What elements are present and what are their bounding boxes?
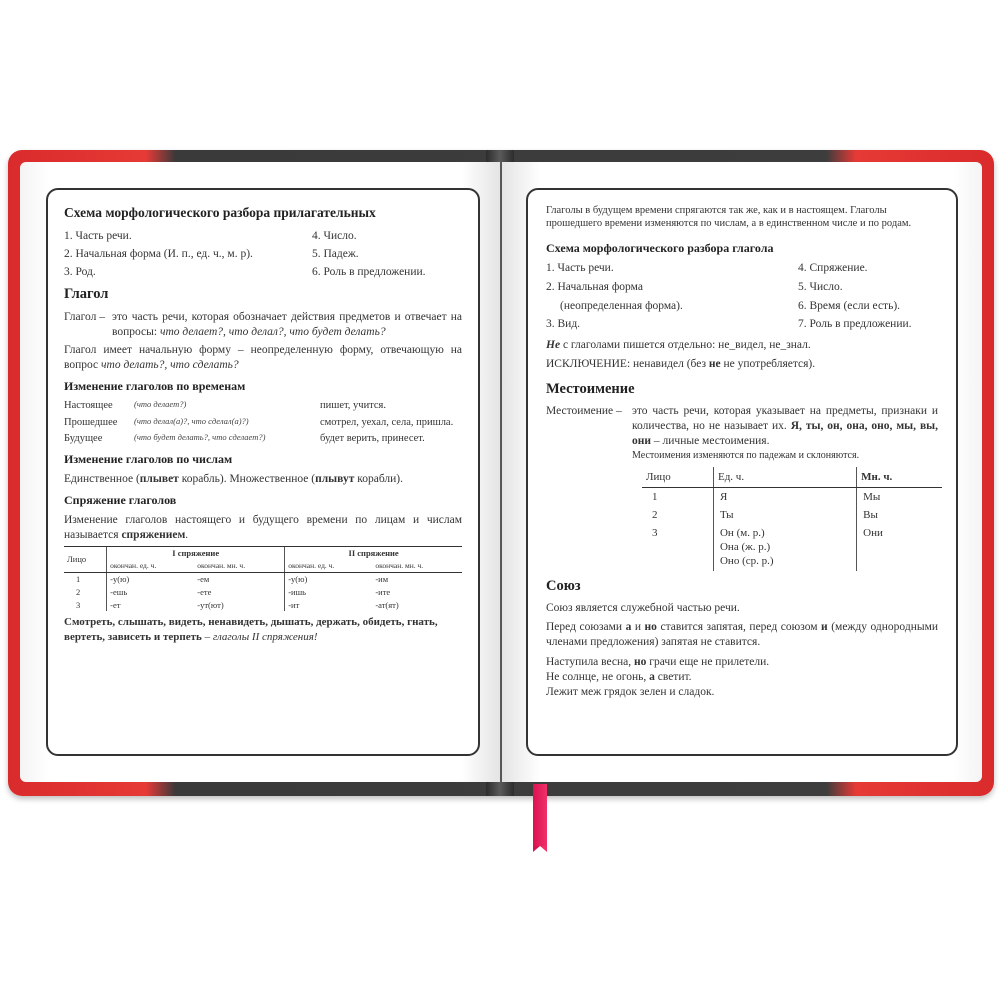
- union-text-part: Перед союзами: [546, 620, 626, 633]
- table-subheader: окончан. ед. ч.: [285, 560, 373, 572]
- pronoun-definition-text: это часть речи, которая указывает на предметы, признаки и количества, но не называет их.: [632, 405, 938, 432]
- union-text-part: и: [631, 620, 645, 633]
- tense-title: Изменение глаголов по временам: [64, 378, 246, 393]
- list-item: 4. Число.: [312, 230, 357, 243]
- adjective-scheme-title: Схема морфологического разбора прилагательных: [64, 205, 376, 220]
- table-cell: -ут(ют): [197, 599, 224, 610]
- table-cell: -ит: [285, 599, 373, 612]
- table-cell: -ем: [197, 573, 210, 584]
- table-row: [64, 599, 462, 612]
- table-cell: 2: [76, 586, 81, 597]
- list-item: 5. Число.: [798, 280, 843, 293]
- pronoun-it: Оно (ср. р.): [719, 555, 774, 568]
- table-cell: Мы: [857, 488, 942, 507]
- union-text-part: ставится запятая, перед союзом: [656, 620, 822, 633]
- table-cell: Они: [857, 524, 942, 570]
- table-cell: -ешь: [107, 586, 195, 599]
- tense-name: Будущее: [64, 433, 103, 445]
- ne-text: с глаголами пишется отдельно: не_видел, не_знал.: [560, 339, 811, 352]
- table-cell: Ты: [713, 506, 856, 524]
- table-header: Ед. ч.: [713, 467, 856, 488]
- verb-definition: [64, 310, 462, 339]
- table-cell: Вы: [857, 506, 942, 524]
- tense-name: Настоящее: [64, 400, 113, 412]
- table-row: [642, 506, 942, 524]
- list-item: 3. Вид.: [546, 318, 581, 331]
- number-title: Изменение глаголов по числам: [64, 451, 233, 466]
- number-sing-end: корабль). Множественное (: [178, 472, 316, 485]
- union-section-title: Союз: [546, 577, 581, 594]
- conjugation-text: Изменение глаголов настоящего и будущего времени по лицам и числам называется: [64, 513, 462, 541]
- union-bold: и: [821, 620, 828, 633]
- conj-1-header: I спряжение: [107, 547, 285, 560]
- ne-bold: Не: [546, 339, 561, 352]
- example-line: Лежит меж грядок зелен и сладок.: [546, 685, 715, 698]
- tense-hint: (что делает?): [134, 399, 187, 410]
- example-bold: а: [649, 670, 655, 683]
- table-cell: -ишь: [285, 586, 373, 599]
- tense-example: пишет, учится.: [320, 400, 387, 412]
- conjugation-term: спряжением: [121, 528, 186, 541]
- table-header: Мн. ч.: [857, 467, 942, 488]
- list-item: 2. Начальная форма: [546, 280, 643, 293]
- tense-hint: (что делал(а)?, что сделал(а)?): [134, 415, 249, 426]
- union-text-1: Союз является служебной частью речи.: [546, 602, 740, 615]
- pronoun-table: [642, 467, 942, 570]
- exception-text: ИСКЛЮЧЕНИЕ: ненавидел (без: [546, 357, 709, 370]
- table-cell: 3: [76, 599, 81, 610]
- tense-example: смотрел, уехал, села, пришла.: [320, 416, 454, 428]
- table-subheader: окончан. мн. ч.: [372, 560, 462, 572]
- pronoun-he: Он (м. р.): [719, 527, 765, 540]
- exception-rule: [546, 357, 938, 372]
- exceptions-list: Смотреть, слышать, видеть, ненавидеть, дышать, держать, обидеть, гнать, вертеть, зависеть и терпеть: [64, 616, 438, 643]
- union-examples: [546, 655, 938, 699]
- verb-infinitive-text: Глагол имеет начальную форму – неопределенную форму, отвечающую на вопрос: [64, 344, 462, 372]
- table-subheader: окончан. мн. ч.: [194, 560, 284, 572]
- verb-definition-text: это часть речи, которая обозначает действия предметов и отвечает на вопросы:: [112, 310, 462, 338]
- table-cell: [713, 524, 856, 570]
- verb-scheme-title: Схема морфологического разбора глагола: [546, 240, 774, 255]
- pronoun-list-end: – личные местоимения.: [651, 434, 770, 447]
- table-cell: Я: [713, 488, 856, 507]
- table-row: [64, 586, 462, 599]
- example-text: грачи еще не прилетели.: [646, 656, 770, 669]
- exception-end: не употребляется).: [720, 357, 816, 370]
- left-page-frame: Схема морфологического разбора прилагательных 1. Часть речи. 4. Число. 2. Начальная форма (И. п., ед. ч., м. р). 5. Падеж. 3. Род. 6. Роль в предложении. Глагол Глагол – это часть речи, которая обозначает действия предметов и отвечает на вопросы: что делает?, что делал?, что будет делать? Глагол имеет начальную форму – неопределенную форму, отвечающую на вопрос что делать?, что сделать? Изменение глаголов по временам Настоящее (что делает?) пишет, учится. Прошедшее (что делал(а)?, что сделал(а)?) смотрел, уехал, села, пришла. Будущее (что будет делать?, что сделает?) будет верить, принесет. Изменение глаголов по числам Единственное (плывет корабль). Множественное (плывут корабли). Спряжение глаголов Изменение глаголов настоящего и будущего времени по лицам и числам называется спряжением. Лицо I спряжение II спряжение окончан. ед. ч. окончан. мн. ч. окончан. ед. ч. окончан. мн. ч. 1 -у(ю) -ем -у(ю) -им 2 -ешь -ете -ишь -ите 3 -ет -ут(ют) -ит -ат(ят) Смотреть, слышать, видеть, ненавидеть, дышать, держать, обидеть, гнать, вертеть, зависеть и терпеть – глаголы II спряжения!: [46, 188, 480, 756]
- pronoun-section-title: Местоимение: [546, 380, 635, 397]
- example-text: светит.: [654, 670, 692, 683]
- verb-term: Глагол –: [64, 310, 106, 323]
- union-text-part: (между однородными членами предложения) запятая не ставится.: [546, 620, 939, 648]
- list-item: 3. Род.: [64, 265, 96, 278]
- list-item: 1. Часть речи.: [546, 262, 614, 275]
- bookmark-ribbon: [533, 784, 547, 846]
- table-subheader: окончан. ед. ч.: [107, 560, 195, 572]
- table-cell: -ете: [197, 586, 212, 597]
- list-item: 7. Роль в предложении.: [798, 318, 912, 331]
- example-line: [546, 655, 938, 670]
- list-item: 6. Время (если есть).: [798, 299, 901, 312]
- number-sing-text: Единственное (: [64, 472, 140, 485]
- conjugation-title: Спряжение глаголов: [64, 492, 177, 507]
- conj-2-header: II спряжение: [285, 547, 462, 560]
- list-item: 5. Падеж.: [312, 247, 359, 260]
- table-cell: -ите: [375, 586, 391, 597]
- exceptions-end: – глаголы II спряжения!: [201, 630, 318, 643]
- table-cell: 3: [652, 527, 658, 540]
- number-plur-end: корабли).: [354, 472, 404, 485]
- pronoun-she: Она (ж. р.): [719, 541, 771, 554]
- pronoun-list: Я, ты, он, она, оно, мы, вы, они: [632, 419, 939, 447]
- table-cell: 1: [652, 491, 658, 504]
- verb-definition-questions: что делает?, что делал?, что будет делать?: [159, 325, 386, 338]
- right-page-frame: [526, 188, 958, 756]
- list-item: 4. Спряжение.: [798, 262, 868, 275]
- union-text-2: [546, 620, 938, 649]
- verb-scheme-list: [546, 261, 938, 332]
- adjective-scheme-list: [64, 229, 462, 279]
- face-header: Лицо: [64, 547, 107, 572]
- number-sing-bold: плывет: [139, 472, 179, 485]
- table-header: Лицо: [642, 467, 713, 488]
- ne-rule: [546, 338, 938, 353]
- table-cell: 1: [76, 573, 81, 584]
- union-bold: а: [625, 620, 632, 633]
- verb-section-title: Глагол: [64, 286, 109, 303]
- table-cell: -ет: [107, 599, 195, 612]
- pronoun-definition: [546, 404, 938, 463]
- example-line: [546, 670, 938, 685]
- exception-bold: не: [708, 357, 721, 370]
- table-row: [64, 572, 462, 585]
- example-bold: но: [634, 656, 647, 669]
- table-cell: -им: [375, 573, 389, 584]
- future-tense-text: Глаголы в будущем времени спрягаются так же, как и в настоящем. Глаголы прошедшего времени изменяются по числам, а в единственном числе и по родам.: [546, 205, 912, 230]
- tense-name: Прошедшее: [64, 416, 118, 428]
- number-text: [64, 472, 462, 487]
- tense-example: будет верить, принесет.: [320, 433, 425, 445]
- tense-hint: (что будет делать?, что сделает?): [134, 432, 266, 443]
- example-text: Наступила весна,: [546, 656, 635, 669]
- example-text: Не солнце, не огонь,: [546, 670, 650, 683]
- table-cell: -у(ю): [285, 572, 373, 585]
- table-cell: -у(ю): [107, 572, 195, 585]
- list-item: 1. Часть речи.: [64, 230, 132, 243]
- pronoun-change-text: Местоимения изменяются по падежам и склоняются.: [632, 450, 860, 462]
- list-item: 2. Начальная форма (И. п., ед. ч., м. р).: [64, 247, 253, 260]
- verb-infinitive-questions: что делать?, что сделать?: [101, 359, 239, 372]
- conjugation-table: [64, 546, 462, 611]
- table-cell: -ат(ят): [375, 599, 399, 610]
- tense-table: [64, 399, 462, 445]
- table-row: [642, 488, 942, 507]
- table-cell: 2: [652, 509, 658, 522]
- list-item: 6. Роль в предложении.: [312, 265, 426, 278]
- exceptions-note: [64, 615, 462, 643]
- table-row: [642, 524, 942, 570]
- number-plur-bold: плывут: [315, 472, 355, 485]
- list-item: (неопределенная форма).: [560, 299, 683, 312]
- pronoun-term: Местоимение –: [546, 405, 622, 418]
- union-bold: но: [644, 620, 657, 633]
